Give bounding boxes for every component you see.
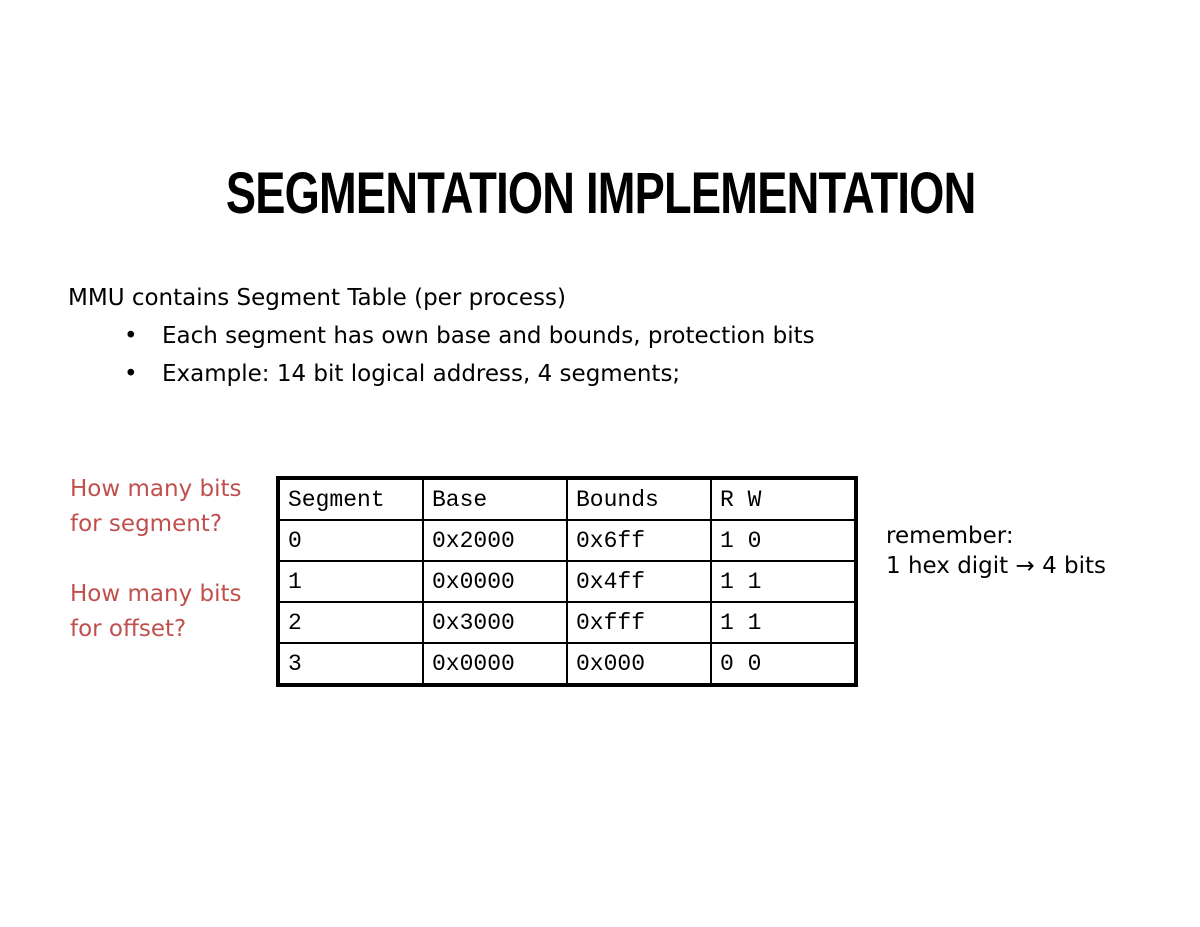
cell-bounds: 0x6ff bbox=[567, 520, 711, 561]
header-base: Base bbox=[423, 478, 567, 520]
cell-bounds: 0x000 bbox=[567, 643, 711, 685]
question-line: How many bits bbox=[70, 581, 242, 607]
table-header-row bbox=[278, 478, 856, 520]
segment-table bbox=[276, 476, 858, 687]
note-line bbox=[886, 551, 1106, 581]
bullet-list bbox=[124, 321, 815, 397]
cell-base: 0x0000 bbox=[423, 643, 567, 685]
note-line: remember: bbox=[886, 523, 1014, 549]
question-line: for segment? bbox=[70, 511, 223, 537]
cell-base: 0x2000 bbox=[423, 520, 567, 561]
cell-segment: 3 bbox=[278, 643, 423, 685]
table-row bbox=[278, 520, 856, 561]
cell-rw: 0 0 bbox=[711, 643, 856, 685]
cell-rw: 1 1 bbox=[711, 602, 856, 643]
table-row bbox=[278, 561, 856, 602]
table-row bbox=[278, 643, 856, 685]
header-rw: R W bbox=[711, 478, 856, 520]
note-text: 1 hex digit bbox=[886, 553, 1009, 579]
right-arrow-icon: → bbox=[1015, 553, 1035, 579]
cell-segment: 1 bbox=[278, 561, 423, 602]
cell-bounds: 0x4ff bbox=[567, 561, 711, 602]
cell-base: 0x0000 bbox=[423, 561, 567, 602]
cell-segment: 2 bbox=[278, 602, 423, 643]
bullet-item: • Example: 14 bit logical address, 4 segments; bbox=[124, 359, 815, 397]
question-segment-bits bbox=[70, 472, 241, 542]
question-offset-bits bbox=[70, 577, 241, 647]
table-row bbox=[278, 602, 856, 643]
question-line: for offset? bbox=[70, 616, 187, 642]
question-line: How many bits bbox=[70, 476, 242, 502]
cell-rw: 1 0 bbox=[711, 520, 856, 561]
reminder-note bbox=[886, 521, 1106, 581]
cell-rw: 1 1 bbox=[711, 561, 856, 602]
intro-text: MMU contains Segment Table (per process) bbox=[68, 285, 566, 311]
header-bounds: Bounds bbox=[567, 478, 711, 520]
header-segment: Segment bbox=[278, 478, 423, 520]
cell-base: 0x3000 bbox=[423, 602, 567, 643]
slide-title: SEGMENTATION IMPLEMENTATION bbox=[225, 161, 976, 226]
bullet-item: • Each segment has own base and bounds, protection bits bbox=[124, 321, 815, 359]
cell-segment: 0 bbox=[278, 520, 423, 561]
note-text: 4 bits bbox=[1042, 553, 1107, 579]
cell-bounds: 0xfff bbox=[567, 602, 711, 643]
